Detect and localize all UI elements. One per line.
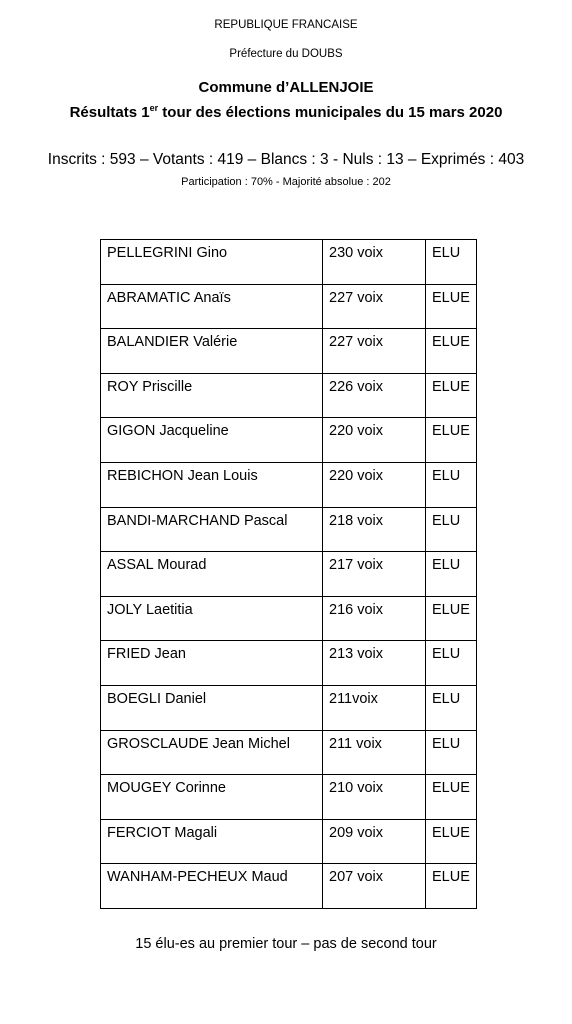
candidate-votes: 227 voix [323,329,426,374]
results-title-suffix: tour des élections municipales du 15 mars 2020 [158,104,503,121]
candidate-status: ELUE [426,775,477,820]
participation-stats: Participation : 70% - Majorité absolue : 202 [181,176,391,188]
table-row [101,552,477,597]
candidate-name: PELLEGRINI Gino [101,240,323,285]
candidate-votes: 227 voix [323,284,426,329]
table-row [101,819,477,864]
candidate-status: ELUE [426,284,477,329]
candidate-status: ELU [426,730,477,775]
candidate-name: JOLY Laetitia [101,596,323,641]
candidate-name: REBICHON Jean Louis [101,462,323,507]
candidate-votes: 216 voix [323,596,426,641]
results-title-superscript: er [149,103,159,113]
country-heading: REPUBLIQUE FRANCAISE [214,19,358,31]
results-table-body [101,240,477,909]
candidate-name: BOEGLI Daniel [101,685,323,730]
table-row [101,596,477,641]
candidate-votes: 220 voix [323,462,426,507]
table-row [101,240,477,285]
table-row [101,418,477,463]
candidate-name: ASSAL Mourad [101,552,323,597]
candidate-status: ELUE [426,819,477,864]
candidate-name: MOUGEY Corinne [101,775,323,820]
table-row [101,641,477,686]
commune-title: Commune d’ALLENJOIE [198,79,374,96]
candidate-status: ELU [426,240,477,285]
results-table [100,239,477,909]
candidate-votes: 218 voix [323,507,426,552]
candidate-votes: 207 voix [323,864,426,909]
candidate-votes: 211voix [323,685,426,730]
candidate-name: ABRAMATIC Anaïs [101,284,323,329]
prefecture-heading: Préfecture du DOUBS [229,48,343,60]
candidate-status: ELU [426,641,477,686]
table-row [101,730,477,775]
table-row [101,462,477,507]
table-row [101,284,477,329]
results-title-prefix: Résultats 1 [69,104,150,121]
candidate-name: FRIED Jean [101,641,323,686]
candidate-votes: 220 voix [323,418,426,463]
results-title [0,104,572,121]
candidate-name: BALANDIER Valérie [101,329,323,374]
table-row [101,373,477,418]
candidate-name: WANHAM-PECHEUX Maud [101,864,323,909]
candidate-status: ELUE [426,418,477,463]
table-row [101,507,477,552]
table-row [101,775,477,820]
table-row [101,864,477,909]
candidate-status: ELU [426,552,477,597]
table-row [101,329,477,374]
candidate-status: ELU [426,462,477,507]
candidate-votes: 213 voix [323,641,426,686]
candidate-votes: 217 voix [323,552,426,597]
candidate-status: ELUE [426,596,477,641]
candidate-name: FERCIOT Magali [101,819,323,864]
candidate-status: ELU [426,685,477,730]
candidate-votes: 210 voix [323,775,426,820]
candidate-votes: 230 voix [323,240,426,285]
candidate-name: GIGON Jacqueline [101,418,323,463]
footer-summary: 15 élu-es au premier tour – pas de second tour [135,936,437,952]
candidate-name: BANDI-MARCHAND Pascal [101,507,323,552]
table-row [101,685,477,730]
candidate-votes: 209 voix [323,819,426,864]
candidate-status: ELUE [426,864,477,909]
candidate-status: ELUE [426,373,477,418]
candidate-status: ELUE [426,329,477,374]
candidate-name: GROSCLAUDE Jean Michel [101,730,323,775]
candidate-votes: 226 voix [323,373,426,418]
candidate-votes: 211 voix [323,730,426,775]
turnout-stats: Inscrits : 593 – Votants : 419 – Blancs : 3 - Nuls : 13 – Exprimés : 403 [47,151,525,168]
candidate-name: ROY Priscille [101,373,323,418]
candidate-status: ELU [426,507,477,552]
